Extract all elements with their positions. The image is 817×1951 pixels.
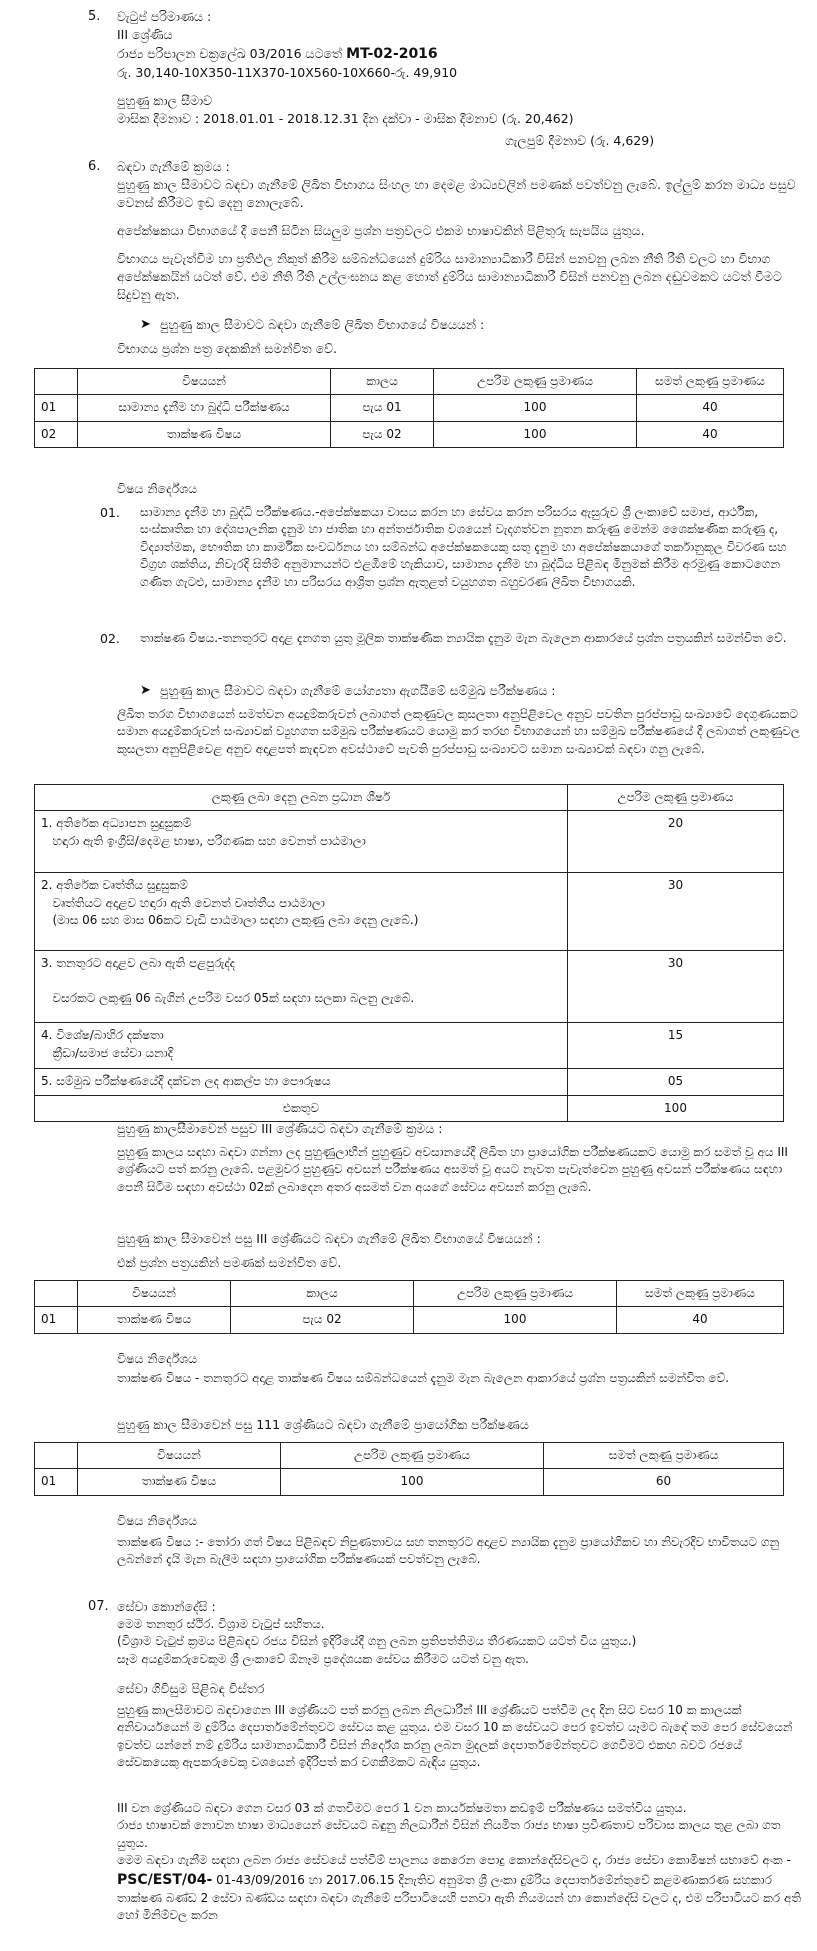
total-value: 100: [568, 1095, 784, 1121]
table-total-row: [35, 1095, 784, 1121]
table-cell: 100: [281, 1469, 544, 1495]
monthly-allowance: මාසික දීමනාව : 2018.01.01 - 2018.12.31 දින දක්වා - මාසික දීමනාව (රු. 20,462): [117, 111, 574, 126]
table-header: උපරිම ලකුණු ප්‍රමාණය: [434, 369, 637, 395]
section-6-heading: බඳවා ගැනීමේ ක්‍රමය :: [117, 159, 230, 174]
practical-test-table: [34, 1442, 784, 1496]
section-6-para-1: පුහුණු කාල සීමාවට බඳවා ගැනීමේ ලිඛිත විභාගය සිංහල හා දෙමළ මාධ්‍යවලින් පමණක් පවත්වනු ලැබේ. ඉල්ලුම් කරන මාධ්‍ය පසුව වෙනස් කිරීමට ඉඩ දෙනු නොලැබේ.: [117, 177, 800, 211]
practical-test-title: පුහුණු කාල සීමාවෙන් පසු 111 ශ්‍රේණියට බඳවා ගැනීමේ ප්‍රායෝගික පරීක්ෂණය: [117, 1417, 529, 1432]
syllabus-heading: විෂය නිර්දේශය: [117, 481, 198, 496]
table-header: [35, 1281, 78, 1307]
efficiency-bar-text: III වන ශ්‍රේණියට බඳවා ගෙන වසර 03 ක් ගතවීමට පෙර 1 වන කාර්යක්ෂමතා කඩඉම් පරීක්ෂණය සමත්විය යුතුය. රාජ්‍ය භාෂාවක් නොවන භාෂා මාධ්‍යයෙන් සේවයට බඳුනු නිලධාරීන් විසින් නියමිත රාජ්‍ය භාෂා ප්‍රවීණතාව පරිවාස කාලය තුළ ලබා ගත යුතුය. මෙම බඳවා ගැනීම සඳහා ලබන රාජ්‍ය සේවයේ පත්වීම් පාලනය කෙරෙන පොදු කොන්දේසිවලට ද, රාජ්‍ය සේවා කොමිෂන් සභාවේ අංක -: [117, 1801, 791, 1868]
syllabus-item-2-number: 02.: [100, 631, 120, 646]
table-cell: 02: [35, 421, 78, 447]
table-row: [35, 873, 784, 951]
table-cell: 40: [637, 395, 784, 421]
efficiency-bar-para: [117, 1800, 807, 1925]
section-6-number: 6.: [88, 159, 101, 174]
efficiency-bar-text-2: 01-43/09/2016 හා 2017.06.15 දිනැතිව අනුමත ශ්‍රී ලංකා දුම්රිය දෙපාර්තමේන්තුවේ කළමණාකරණ සහකාර තාක්ෂණ බණ්ඩ 2 සේවා බණ්ඩය සඳහා බඳවා ගැනීමේ පරිපාටියෙහි පනවා ඇති නියමයන් හා කොන්දේසි වලට ද, එම පරිපාටියට කර අති හෝ මිනිම්වල කරන: [117, 1872, 805, 1923]
table-header-row: [35, 369, 784, 395]
interview-title: පුහුණු කාල සීමාවට බඳවා ගැනීමේ යෝග්‍යතා ඇගයීමේ සම්මුඛ පරීක්ෂණය :: [160, 683, 556, 698]
table-header: උපරිම ලකුණු ප්‍රමාණය: [568, 785, 784, 811]
table-header-row: [35, 1281, 784, 1307]
table-header: [35, 369, 78, 395]
service-conditions-para: මෙම තනතුර ස්ථිර. විශ්‍රාම වැටුප් සහිතය. (විශ්‍රාම වැටුප් ක්‍රමය පිළිබඳව රජය විසින් ඉදිරියේදී ගනු ලබන ප්‍රතිපත්තිමය තීරණයකට යටත් විය යුතුය.) සෑම අයදුම්කරුවෙකුම ශ්‍රී ලංකාවේ ඕනෑම ප්‍රදේශයක සේවය කිරීමට යටත් වනු ඇත.: [117, 1617, 637, 1666]
syllabus-heading: විෂය නිර්දේශය: [117, 1513, 198, 1528]
table-header-row: [35, 785, 784, 811]
table-header: විෂයයන්: [78, 1443, 281, 1469]
service-agreement-title: සේවා ගිවිසුම පිළිබඳ විස්තර: [117, 1681, 265, 1696]
table-cell: 05: [568, 1069, 784, 1095]
table-header: සමත් ලකුණු ප්‍රමාණය: [637, 369, 784, 395]
table-row: [35, 811, 784, 873]
interview-intro: ලිඛිත තරග විභාගයෙන් සමත්වන අයදුම්කරුවන් ලබාගත් ලකුණුවල කුසලතා අනුපිළිවෙල අනුව පවතින පුරප්පාඩු සංඛ්‍යාවේ දෙගුණයකට සමාන අයදුම්කරුවන් සංඛ්‍යාවක් ව්‍යුහගත සම්මුඛ පරීක්ෂණයට යොමු කර තරඟ විභාගයෙන් හා සම්මුඛ පරීක්ෂණයේ දී ලබාගත් ලකුණුවල කුසලතා අනුපිළිවෙළ අනුව අදාළපත් කැඳවන අවස්ථාවේ පැවති පුරප්පාඩු සංඛ්‍යාවට සමාන සංඛ්‍යාවක් බඳවා ගනු ලැබේ.: [117, 707, 804, 756]
circular-line: [117, 44, 438, 64]
section-7-number: 07.: [88, 1599, 109, 1614]
table-cell: 01: [35, 1469, 78, 1495]
table-header: උපරිම ලකුණු ප්‍රමාණය: [414, 1281, 617, 1307]
table-cell: 3. තනතුරට අදාළව ලබා ඇති පළපුරුද්ද වසරකට ලකුණු 06 බැගින් උපරිම වසර 05ක් සඳහා සලකා බලනු ලැබේ.: [35, 951, 568, 1023]
post-probation-syllabus-text: තාක්ෂණ විෂය - තනතුරට අදාළ තාක්ෂණ විෂය සම්බන්ධයෙන් දැනුම මැන බැලෙන ආකාරයේ ප්‍රශ්න පත්‍රයකින් සමන්විත වේ.: [117, 1371, 730, 1385]
arrow-bullet-icon: ➤: [140, 683, 151, 698]
table-cell: 4. විශේෂ/බාහිර දක්ෂතා ක්‍රීඩා/සමාජ සේවා යනාදි: [35, 1023, 568, 1069]
post-probation-written-table: [34, 1280, 784, 1334]
table-cell: 30: [568, 873, 784, 951]
table-cell: 40: [617, 1307, 784, 1333]
syllabus-item-1-number: 01.: [100, 505, 120, 520]
table-cell: තාක්ෂණ විෂය: [78, 1307, 231, 1333]
circular-code: MT-02-2016: [346, 46, 438, 62]
table-row: [35, 1023, 784, 1069]
table-cell: 100: [434, 421, 637, 447]
table-row: [35, 395, 784, 421]
syllabus-heading: විෂය නිර්දේශය: [117, 1351, 198, 1366]
section-7-heading: සේවා කොන්දේසි :: [117, 1599, 216, 1614]
table-header: කාලය: [231, 1281, 414, 1307]
table-cell: පැය 01: [331, 395, 434, 421]
post-probation-written-title: පුහුණු කාල සීමාවෙන් පසු III ශ්‍රේණියට බඳවා ගැනීමේ ලිඛිත විභාගයේ විෂයයන් :: [117, 1231, 541, 1246]
post-probation-title: පුහුණු කාලසීමාවෙන් පසුව III ශ්‍රේණියට බඳවා ගැනීමේ ක්‍රමය :: [117, 1121, 443, 1136]
section-6-para-3: විභාගය පැවැත්වීම හා ප්‍රතිඵල නිකුත් කිරීම සම්බන්ධයෙන් දුම්රිය සාමාන්‍යාධිකාරී විසින් පනවනු ලබන නීති රීති වලට හා විභාග අපේක්ෂකයින් යටත් වේ. එම නීති රීති උල්ලංඝනය කළ හොත් දුම්රිය සාමාන්‍යාධිකාරී විසින් පනවනු ලබන දඬුවමකට යටත් වීමට සිදුවනු ඇත.: [117, 251, 786, 303]
post-probation-written-intro: එක් ප්‍රශ්න පත්‍රයකින් පමණක් සමන්විත වේ.: [117, 1255, 342, 1270]
practical-syllabus-text: තාක්ෂණ විෂය :- තෝරා ගත් විෂය පිළිබඳව නිපුණතාවය සහ තනතුරට අදාළව න්‍යායික දැනුම ප්‍රායෝගිකව හා නිවැරදිව භාවිතයට ගනු ලබන්නේ දැයි මැන බැලීම සඳහා ප්‍රායෝගික පරීක්ෂණයක් පවත්වනු ලැබේ.: [117, 1535, 783, 1567]
table-header: කාලය: [331, 369, 434, 395]
total-label: එකතුව: [35, 1095, 568, 1121]
arrow-bullet-icon: ➤: [140, 317, 151, 332]
table-cell: 01: [35, 1307, 78, 1333]
post-probation-para: පුහුණු කාලය සඳහා බඳවා ගන්නා ලද පුහුණුලාභීන් පුහුණුව අවසානයේදී ලිඛිත හා ප්‍රායෝගික පරීක්ෂණයකට යොමු කර සමත් වූ අය III ශ්‍රේණියට පත් කරනු ලැබේ. පළමුවර පුහුණුව අවසන් පරීක්ෂණය අසමත් වූ අයට නැවත පැවැත්වෙන පුහුණු අවසන් පරීක්ෂණය සඳහා පෙනී සිටීම සඳහා අවස්ථා 02ක් ලබාදෙන අතර අසමත් වන අයගේ සේවය අවසන් කරනු ලැබේ.: [117, 1145, 792, 1194]
written-exam-intro: විභාගය ප්‍රශ්න පත්‍ර දෙකකින් සමන්විත වේ.: [117, 341, 338, 356]
table-cell: 5. සම්මුඛ පරීක්ෂණයේදී දක්වන ලද ආකල්ප හා පෞරුෂය: [35, 1069, 568, 1095]
salary-scale: රු. 30,140-10X350-11X370-10X560-10X660-රු. 49,910: [117, 65, 458, 80]
table-header: උපරිම ලකුණු ප්‍රමාණය: [281, 1443, 544, 1469]
table-row: [35, 1469, 784, 1495]
table-cell: පැය 02: [231, 1307, 414, 1333]
table-cell: 100: [434, 395, 637, 421]
table-cell: 1. අතිරේක අධ්‍යාපන සුදුසුකම් හඳාරා ඇති ඉංග්‍රීසි/දෙමළ භාෂා, පරිගණක සහ වෙනත් පාඨමාලා: [35, 811, 568, 873]
table-header: සමත් ලකුණු ප්‍රමාණය: [544, 1443, 784, 1469]
syllabus-item-1-text: සාමාන්‍ය දැනීම හා බුද්ධි පරීක්ෂණය.-අපේක්ෂකයා වාසය කරන හා සේවය කරන පරිසරය ඇසුරුව ශ්‍රී ලංකාවේ සමාජ, ආර්ථික, සංස්කෘතික හා දේශපාලනික දැනුම හා ජාතික හා අන්තර්ජාතික වශයෙන් වැදගත්වන නූතන කරුණු මෙන්ම ශෛක්ෂණික කරුණු ද, විද්‍යාත්මක, භෞතික හා කාර්මික සංවර්ධනය හා සම්බන්ධ අපේක්ෂකයෙකු සතු දැනුම හා අපේක්ෂකයාගේ තර්කානුකූල විවරණ සහ විග්‍රහ ශක්තිය, නිවැරදි සිතීම් අනුමානයන්ට එළඹීමේ හැකියාව, සාමාන්‍ය දැනීම හා බුද්ධිය පිළිබඳ මිනුමක් කිරීම අරමුණු කොටගෙන ගණිත ගැටළු, සාමාන්‍ය දැනීම හා පරිසරය ආශ්‍රිත ප්‍රශ්න ඇතුළත් වයුහගත බහුවරණ ලිඛිත විභාගයකි.: [140, 505, 791, 589]
table-row: [35, 421, 784, 447]
table-cell: තාක්ෂණ විෂය: [78, 421, 331, 447]
table-cell: 01: [35, 395, 78, 421]
table-cell: 100: [414, 1307, 617, 1333]
section-5-number: 5.: [88, 9, 101, 24]
table-cell: 15: [568, 1023, 784, 1069]
table-cell: 60: [544, 1469, 784, 1495]
table-row: [35, 1069, 784, 1095]
cola-allowance: ගැලපුම් දීමනාව (රු. 4,629): [505, 133, 655, 148]
table-cell: සාමාන්‍ය දැනීම හා බුද්ධි පරීක්ෂණය: [78, 395, 331, 421]
table-header: සමත් ලකුණු ප්‍රමාණය: [617, 1281, 784, 1307]
table-header: විෂයයන්: [78, 369, 331, 395]
table-cell: තාක්ෂණ විෂය: [78, 1469, 281, 1495]
table-cell: 30: [568, 951, 784, 1023]
service-agreement-para: පුහුණු කාලසීමාවට බඳවාගෙන III ශ්‍රේණියට පත් කරනු ලබන නිලධාරීන් III ශ්‍රේණියට පත්වීම ලද දින සිට වසර 10 ක කාලයක් අනිවාර්යයෙන් ම දුම්රිය දෙපාර්තමේන්තුවට සේවය කළ යුතුය. එම වසර 10 ක සේවයට පෙර ඉවත්ව යෑමට බැඳේ තම පෙර සේවයෙන් ඉවත්ව යන්නේ නම් දුම්රිය සාමාන්‍යාධිකාරී විසින් නිර්දේශ කරනු ලබන මුදලක් දෙපාර්තමේන්තුවට ගෙවීමට එකඟ බවට රජයේ සේවකයෙකු ඇපකරුවෙකු වශයෙන් ඉදිරිපත් කර වගකීමකට බැඳිය යුතුය.: [117, 1703, 797, 1770]
circular-prefix: රාජ්‍ය පරිපාලන චක්‍රලේඛ 03/2016 යටතේ: [117, 46, 347, 61]
written-exam-title: පුහුණු කාල සීමාවට බඳවා ගැනීමේ ලිඛිත විභාගයේ විෂයයන් :: [160, 317, 485, 332]
table-cell: පැය 02: [331, 421, 434, 447]
section-6-para-2: අපේක්ෂකයා විභාගයේ දී පෙනී සිටින සියලුම ප්‍රශ්න පත්‍රවලට එකම භාෂාවකින් පිළිතුරු සැපයිය යුතුය.: [117, 223, 645, 238]
probation-heading: පුහුණු කාල සීමාව: [117, 93, 213, 108]
table-row: [35, 951, 784, 1023]
table-header: [35, 1443, 78, 1469]
table-cell: 2. අතිරේක වෘත්තීය සුදුසුකම් වෘත්තියට අදාළව හඳාරා ඇති වෙනත් වෘත්තීය පාඨමාලා (මාස 06 සහ මාස 06කට වැඩි පාඨමාලා සඳහා ලකුණු ලබා දෙනු ලැබේ.): [35, 873, 568, 951]
written-exam-table: [34, 368, 784, 448]
table-header: විෂයයන්: [78, 1281, 231, 1307]
grade-label: III ශ්‍රේණිය: [117, 27, 173, 42]
table-header-row: [35, 1443, 784, 1469]
section-5-heading: වැටුප් පරිමාණය :: [117, 9, 212, 24]
syllabus-item-2-text: තාක්ෂණ විෂය.-තනතුරට අදාළ දැනගත යුතු මූලික තාක්ෂණික න්‍යායික දැනුම මැන බැලෙන ආකාරයේ ප්‍රශ්න පත්‍රයකින් සමන්විත වේ.: [140, 631, 787, 645]
table-cell: 20: [568, 811, 784, 873]
table-row: [35, 1307, 784, 1333]
table-header: ලකුණු ලබා දෙනු ලබන ප්‍රධාන ශීර්ෂ: [35, 785, 568, 811]
psc-reference: PSC/EST/04-: [117, 1871, 213, 1888]
table-cell: 40: [637, 421, 784, 447]
interview-marks-table: [34, 784, 784, 1122]
